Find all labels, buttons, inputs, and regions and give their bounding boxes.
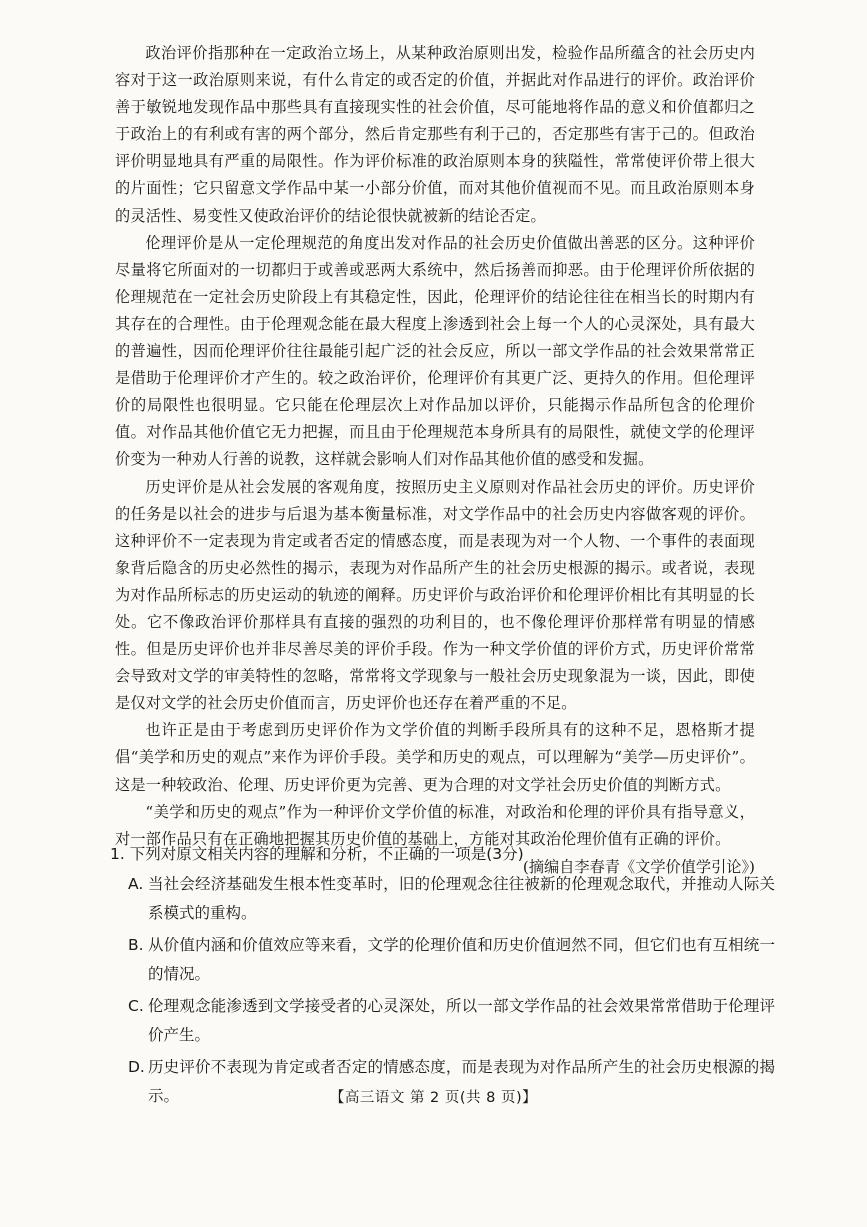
option-letter: D. <box>128 1058 145 1076</box>
option-text: 从价值内涵和价值效应等来看，文学的伦理价值和历史价值迥然不同，但它们也有互相统一的情况。 <box>148 936 775 983</box>
option-a <box>128 870 775 928</box>
option-text: 伦理观念能渗透到文学接受者的心灵深处，所以一部文学作品的社会效果常常借助于伦理评价产生。 <box>148 997 775 1044</box>
passage-paragraph-engels: 也许正是由于考虑到历史评价作为文学价值的判断手段所具有的这种不足，恩格斯才提倡“美学和历史的观点”来作为评价手段。美学和历史的观点，可以理解为“美学—历史评价”。这是一种较政治、伦理、历史评价更为完善、更为合理的对文学社会历史价值的判断方式。 <box>115 721 755 794</box>
passage-source: (摘编自李春青《文学价值学引论》) <box>522 857 755 876</box>
question-stem: 1. 下列对原文相关内容的理解和分析，不正确的一项是(3分) <box>110 845 524 863</box>
option-b <box>128 931 775 989</box>
option-letter: A. <box>128 875 144 893</box>
page-footer: 【高三语文 第 2 页(共 8 页)】 <box>329 1090 538 1106</box>
passage-paragraph-historical: 历史评价是从社会发展的客观角度，按照历史主义原则对作品社会历史的评价。历史评价的任务是以社会的进步与后退为基本衡量标准，对文学作品中的社会历史内容做客观的评价。这种评价不一定表现为肯定或者否定的情感态度，而是表现为对一个人物、一个事件的表面现象背后隐含的历史必然性的揭示，表现为对作品所产生的社会历史根源的揭示。或者说，表现为对作品所标志的历史运动的轨迹的阐释。历史评价与政治评价和伦理评价相比有其明显的长处。它不像政治评价那样具有直接的强烈的功利目的，也不像伦理评价那样常有明显的情感性。但是历史评价也并非尽善尽美的评价手段。作为一种文学价值的评价方式，历史评价常常会导致对文学的审美特性的忽略，常常将文学现象与一般社会历史现象混为一谈，因此，即使是仅对文学的社会历史价值而言，历史评价也还存在着严重的不足。 <box>115 477 755 713</box>
passage-paragraph-political: 政治评价指那种在一定政治立场上，从某种政治原则出发，检验作品所蕴含的社会历史内容对于这一政治原则来说，有什么肯定的或否定的价值，并据此对作品进行的评价。政治评价善于敏锐地发现作品中那些具有直接现实性的社会价值，尽可能地将作品的意义和价值都归之于政治上的有利或有害的两个部分，然后肯定那些有利于己的，否定那些有害于己的。但政治评价明显地具有严重的局限性。作为评价标准的政治原则本身的狭隘性，常常使评价带上很大的片面性；它只留意文学作品中某一小部分价值，而对其他价值视而不见。而且政治原则本身的灵活性、易变性又使政治评价的结论很快就被新的结论否定。 <box>115 44 755 225</box>
option-text: 当社会经济基础发生根本性变革时，旧的伦理观念往往被新的伦理观念取代，并推动人际关系模式的重构。 <box>148 875 775 922</box>
passage-paragraph-conclusion: “美学和历史的观点”作为一种评价文学价值的标准，对政治和伦理的评价具有指导意义，对一部作品只有在正确地把握其历史价值的基础上，方能对其政治伦理价值有正确的评价。 <box>115 802 755 848</box>
option-text: 历史评价不表现为肯定或者否定的情感态度，而是表现为对作品所产生的社会历史根源的揭示。 <box>148 1058 775 1105</box>
passage-paragraph-ethical: 伦理评价是从一定伦理规范的角度出发对作品的社会历史价值做出善恶的区分。这种评价尽量将它所面对的一切都归于或善或恶两大系统中，然后扬善而抑恶。由于伦理评价所依据的伦理规范在一定社会历史阶段上有其稳定性，因此，伦理评价的结论往往在相当长的时期内有其存在的合理性。由于伦理观念能在最大程度上渗透到社会上每一个人的心灵深处，具有最大的普遍性，因而伦理评价往往最能引起广泛的社会反应，所以一部文学作品的社会效果常常正是借助于伦理评价才产生的。较之政治评价，伦理评价有其更广泛、更持久的作用。但伦理评价的局限性也很明显。它只能在伦理层次上对作品加以评价，只能揭示作品所包含的伦理价值。对作品其他价值它无力把握，而且由于伦理规范本身所具有的局限性，就使文学的伦理评价变为一种劝人行善的说教，这样就会影响人们对作品其他价值的感受和发掘。 <box>115 233 755 469</box>
option-letter: B. <box>128 936 144 954</box>
option-c <box>128 992 775 1050</box>
option-letter: C. <box>128 997 144 1015</box>
question-1 <box>110 838 775 1114</box>
reading-passage <box>115 40 755 881</box>
